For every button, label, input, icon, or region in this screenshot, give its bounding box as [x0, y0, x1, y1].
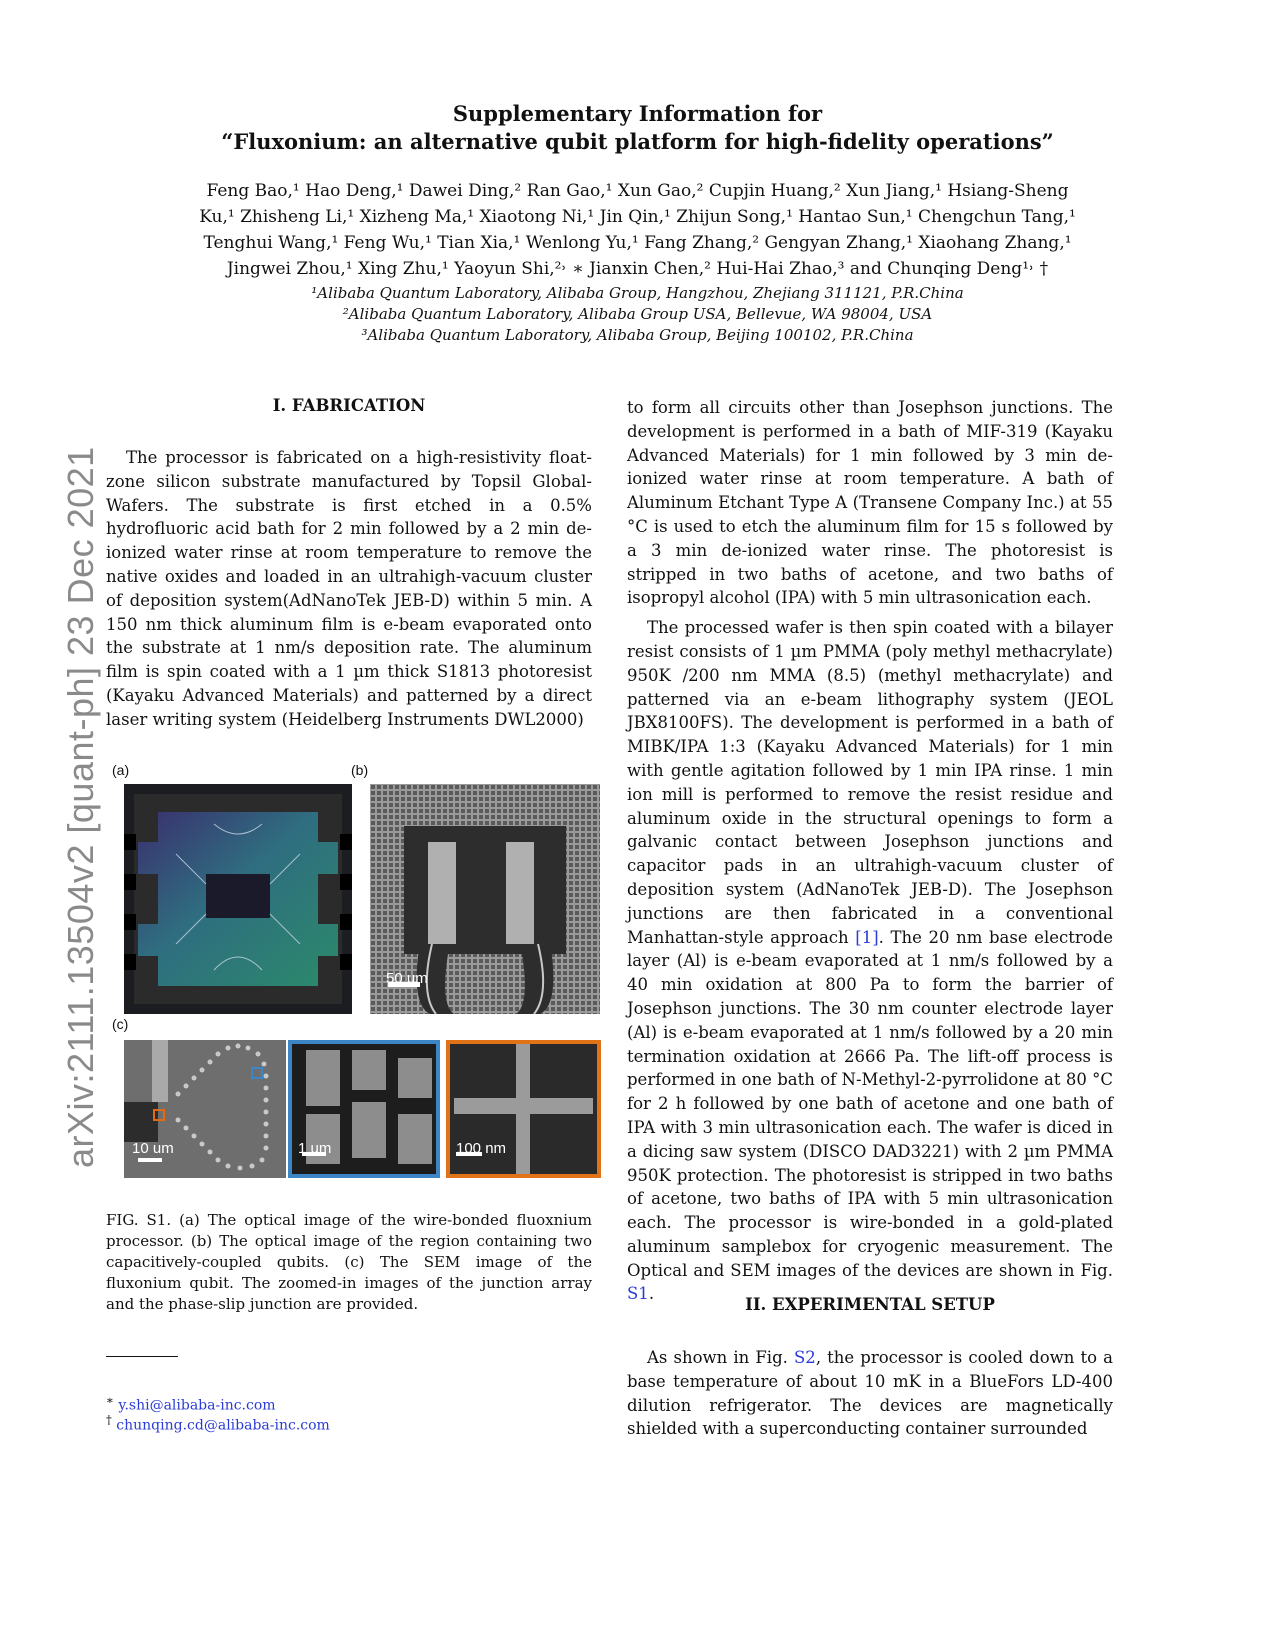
- scale-bar-label: 10 um: [132, 1140, 174, 1157]
- section-heading-experimental-setup: II. EXPERIMENTAL SETUP: [745, 1295, 995, 1314]
- paragraph-text: As shown in Fig.: [647, 1348, 794, 1367]
- right-column-text: [627, 396, 1113, 1306]
- paragraph-text: . The 20 nm base electrode layer (Al) is e-beam evaporated at 1 nm/s followed by a 40 min oxidation at 800 Pa to form the barrier of Josephson junctions. The 30 nm counter electrode layer (Al) is e-beam evaporated at 1 nm/s followed by a 20 min termination oxidation at 2666 Pa. The lift-off process is performed in one bath of N-Methyl-2-pyrrolidone at 80 °C for 2 h followed by one bath of acetone and one bath of IPA with 3 min ultrasonication each. The wafer is diced in a dicing saw system (DISCO DAD3221) with 2 µm PMMA 950K protection. The photoresist is stripped in two baths of acetone, two baths of IPA with 5 min ultrasonication each. The processor is wire-bonded in a gold-plated aluminum samplebox for cryogenic measurement. The Optical and SEM images of the devices are shown in Fig.: [627, 927, 1114, 1280]
- footnote-2: [106, 1410, 330, 1436]
- figure-s1: [106, 760, 602, 1190]
- scale-bar-label: 1 um: [298, 1140, 332, 1157]
- title-line-1: Supplementary Information for: [452, 101, 823, 126]
- footnote-mark: ∗: [106, 1393, 114, 1407]
- chip-optical-image: [124, 784, 352, 1014]
- email-link[interactable]: chunqing.cd@alibaba-inc.com: [116, 1417, 330, 1434]
- fabrication-paragraph: [106, 446, 592, 732]
- affiliation: ²Alibaba Quantum Laboratory, Alibaba Group USA, Bellevue, WA 98004, USA: [342, 305, 933, 323]
- phase-slip-junction-image: [446, 1040, 601, 1178]
- author-line: Ku,¹ Zhisheng Li,¹ Xizheng Ma,¹ Xiaotong Ni,¹ Jin Qin,¹ Zhijun Song,¹ Hantao Sun,¹ Chengchun Tang,¹: [199, 207, 1076, 227]
- section-heading-fabrication: I. FABRICATION: [272, 396, 426, 415]
- affiliation: ³Alibaba Quantum Laboratory, Alibaba Group, Beijing 100102, P.R.China: [361, 326, 914, 344]
- sem-qubit-image: [124, 1040, 286, 1178]
- title-line-2: “Fluxonium: an alternative qubit platform for high-fidelity operations”: [221, 129, 1054, 154]
- paragraph-text: to form all circuits other than Josephson junctions. The development is performed in a bath of MIF-319 (Kayaku Advanced Materials) for 1 min followed by 3 min de-ionized water rinse at room temperature. A bath of Aluminum Etchant Type A (Transene Company Inc.) at 55 °C is used to etch the aluminum film for 15 s followed by a 3 min de-ionized water rinse. The photoresist is stripped in two baths of acetone, and two baths of isopropyl alcohol (IPA) with 5 min ultrasonication each.: [627, 398, 1113, 608]
- author-line: Jingwei Zhou,¹ Xing Zhu,¹ Yaoyun Shi,²˒ ∗ Jianxin Chen,² Hui-Hai Zhao,³ and Chunqing Deng¹˒ †: [226, 259, 1049, 279]
- arxiv-sidebar: [0, 0, 101, 1650]
- junction-array-image: [288, 1040, 440, 1178]
- paragraph-text: The processor is fabricated on a high-resistivity float-zone silicon substrate manufactured by Topsil Global-Wafers. The substrate is first etched in a 0.5% hydrofluoric acid bath for 2 min followed by a 2 min de-ionized water rinse at room temperature to remove the native oxides and loaded in an ultrahigh-vacuum cluster of deposition system(AdNanoTek JEB-D) within 5 min. A 150 nm thick aluminum film is e-beam evaporated onto the substrate at 1 nm/s deposition rate. The aluminum film is spin coated with a 1 µm thick S1813 photoresist (Kayaku Advanced Materials) and patterned by a direct laser writing system (Heidelberg Instruments DWL2000): [106, 448, 592, 729]
- citation-link[interactable]: [1]: [855, 927, 879, 947]
- affiliation-list: [150, 283, 1125, 346]
- panel-label-c: (c): [112, 1016, 129, 1032]
- footnote-rule: [106, 1356, 178, 1357]
- scale-bar-label: 100 nm: [456, 1140, 507, 1157]
- figure-ref-link[interactable]: S1: [627, 1284, 649, 1304]
- email-link[interactable]: y.shi@alibaba-inc.com: [118, 1397, 276, 1414]
- panel-label-a: (a): [112, 762, 130, 778]
- paragraph-text: , the processor is cooled down to a base temperature of about 10 mK in a BlueFors LD-400 dilution refrigerator. The devices are magnetically shielded with a superconducting container surrounded: [627, 1348, 1114, 1439]
- figure-ref-link[interactable]: S2: [794, 1348, 816, 1367]
- author-list: [150, 178, 1125, 282]
- affiliation: ¹Alibaba Quantum Laboratory, Alibaba Group, Hangzhou, Zhejiang 311121, P.R.China: [311, 284, 964, 302]
- arxiv-id: arXiv:2111.13504v2 [quant-ph] 23 Dec 2021: [60, 446, 101, 1168]
- paragraph-text: .: [648, 1284, 655, 1304]
- paragraph-text: [627, 616, 1113, 1306]
- author-line: Tenghui Wang,¹ Feng Wu,¹ Tian Xia,¹ Wenlong Yu,¹ Fang Zhang,² Gengyan Zhang,¹ Xiaohang Zhang,¹: [203, 233, 1072, 253]
- panel-label-b: (b): [351, 762, 369, 778]
- setup-paragraph: [627, 1346, 1113, 1441]
- author-line: Feng Bao,¹ Hao Deng,¹ Dawei Ding,² Ran Gao,¹ Xun Gao,² Cupjin Huang,² Xun Jiang,¹ Hsiang-Sheng: [206, 181, 1069, 201]
- footnote-mark: †: [106, 1413, 112, 1427]
- paragraph-text: The processed wafer is then spin coated with a bilayer resist consists of 1 µm PMMA (poly methyl methacrylate) 950K /200 nm MMA (8.5) (methyl methacrylate) and patterned via an e-beam lithography system (JEOL JBX8100FS). The development is performed in a bath of MIBK/IPA 1:3 (Kayaku Advanced Materials) for 1 min with gentle agitation followed by 1 min IPA rinse. 1 min ion mill is performed to remove the resist residue and aluminum oxide in the structural openings to form a galvanic contact between Josephson junctions and capacitor pads in an ultrahigh-vacuum cluster of deposition system (AdNanoTek JEB-D). The Josephson junctions are then fabricated in a conventional Manhattan-style approach: [627, 618, 1113, 947]
- figure-caption: FIG. S1. (a) The optical image of the wire-bonded fluoxnium processor. (b) The optical image of the region containing two capacitively-coupled qubits. (c) The SEM image of the fluxonium qubit. The zoomed-in images of the junction array and the phase-slip junction are provided.: [106, 1211, 592, 1313]
- paragraph-text: [627, 1346, 1113, 1441]
- scale-bar-label: 50 um: [386, 970, 428, 987]
